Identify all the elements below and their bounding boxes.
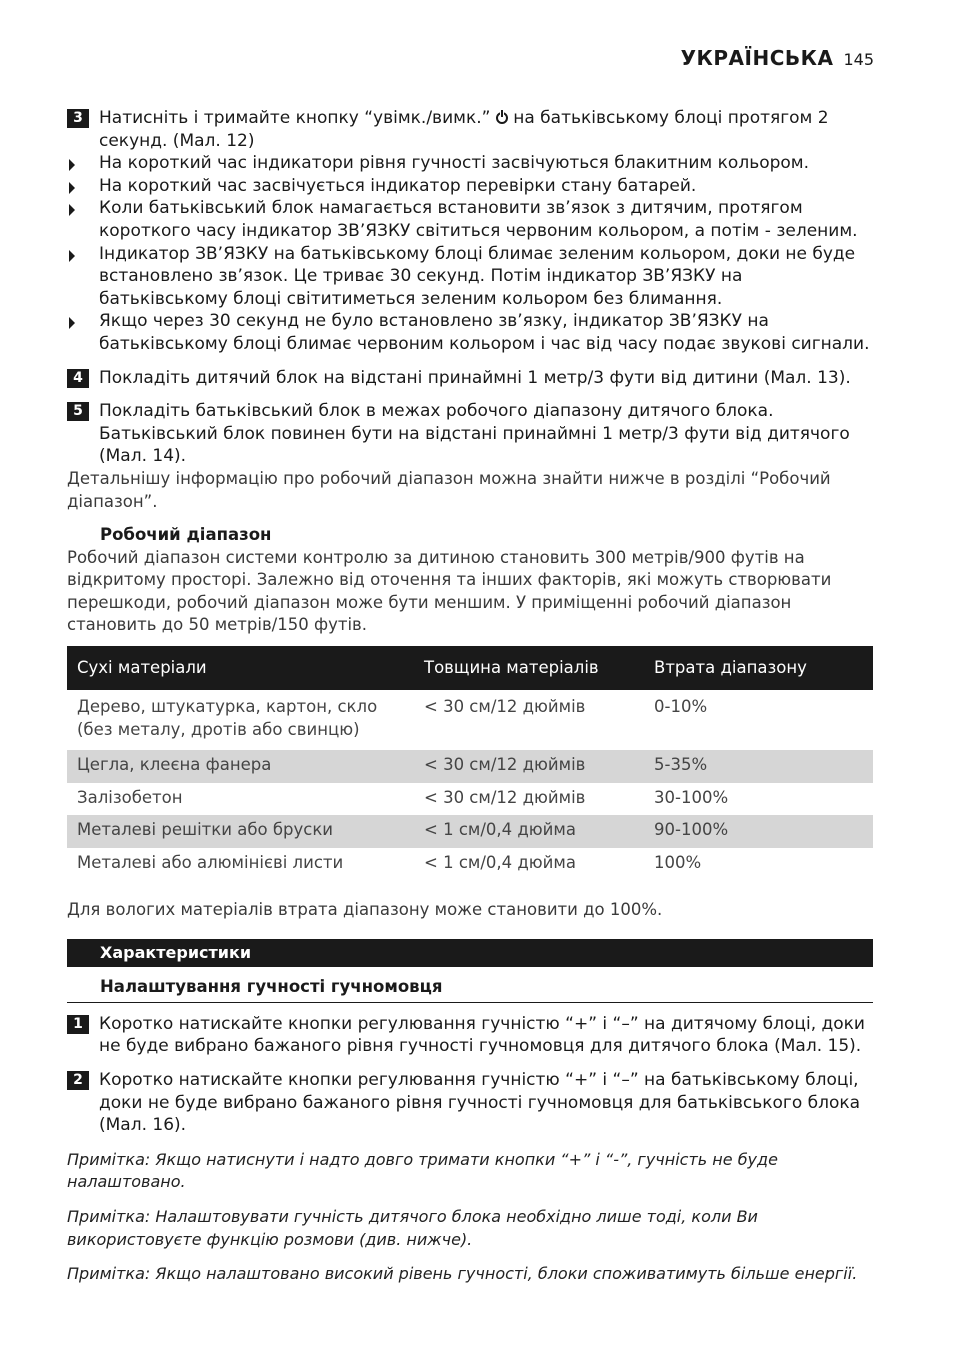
range-paragraph: Робочий діапазон системи контролю за дитиною становить 300 метрів/900 футів на відкритому просторі. Залежно від оточення та інших факторів, які можуть створювати перешкоди, робочий діапазон може бути меншим. У приміщенні робочий діапазон становить до 50 метрів/150 футів. (67, 547, 832, 635)
step-number: 2 (67, 1071, 89, 1090)
step-2 (67, 1069, 873, 1137)
bullet-item (67, 175, 873, 198)
table-row (67, 750, 873, 783)
bullet-text: Якщо через 30 секунд не було встановлено зв’язку, індикатор ЗВ’ЯЗКУ на батьківському блоці блимає червоним кольором і час від часу подає звукові сигнали. (99, 311, 870, 354)
table-cell: Металеві або алюмінієві листи (77, 853, 344, 873)
language-title: УКРАЇНСЬКА (680, 46, 834, 70)
column-header: Втрата діапазону (644, 646, 873, 690)
bullet-text: Коли батьківський блок намагається встановити зв’язок з дитячим, протягом короткого часу індикатор ЗВ’ЯЗКУ світиться червоним кольором, а потім - зеленим. (99, 198, 858, 241)
table-row (67, 783, 873, 816)
table-cell: 5-35% (644, 750, 873, 783)
bullet-item (67, 152, 873, 175)
table-cell: < 30 см/12 дюймів (424, 697, 586, 717)
step-text: Покладіть дитячий блок на відстані принаймні 1 метр/3 фути від дитини (Мал. 13). (99, 367, 851, 388)
table-header-row (67, 646, 873, 690)
range-loss-table (67, 646, 873, 881)
power-icon (496, 112, 508, 124)
bullet-icon (69, 250, 75, 262)
range-heading: Робочий діапазон (100, 525, 272, 545)
step-3 (67, 107, 873, 152)
wet-materials-note: Для вологих матеріалів втрата діапазону може становити до 100%. (67, 899, 663, 919)
step-5 (67, 400, 873, 468)
step-number: 5 (67, 402, 89, 421)
bullet-text: На короткий час засвічується індикатор перевірки стану батарей. (99, 175, 697, 196)
table-cell: < 1 см/0,4 дюйма (424, 853, 576, 873)
page-header (681, 46, 874, 70)
bullet-icon (69, 204, 75, 216)
features-section-bar: Характеристики (67, 939, 873, 967)
step-text: Коротко натискайте кнопки регулювання гучністю “+” і “–” на дитячому блоці, доки не буде вибрано бажаного рівня гучності гучномовця для дитячого блока (Мал. 15). (99, 1013, 865, 1057)
bullet-icon (69, 182, 75, 194)
note: Примітка: Якщо налаштовано високий рівень гучності, блоки споживатимуть більше енергії. (67, 1264, 858, 1284)
table-cell: Металеві решітки або бруски (67, 815, 414, 848)
table-cell: 30-100% (654, 787, 729, 807)
column-header: Сухі матеріали (67, 646, 414, 690)
step-text-cont: на батьківському блоці протягом 2 секунд. (Мал. 12) (99, 108, 829, 151)
bullet-item (67, 310, 873, 355)
volume-heading: Налаштування гучності гучномовця (67, 976, 873, 1003)
step-text: Коротко натискайте кнопки регулювання гучністю “+” і “–” на батьківському блоці, доки не буде вибрано бажаного рівня гучності гучномовця для батьківського блока (Мал. 16). (99, 1070, 861, 1136)
table-cell: Залізобетон (77, 787, 183, 807)
table-cell: 0-10% (654, 697, 708, 717)
step-text: Натисніть і тримайте кнопку “увімк./вимк.” (99, 108, 491, 128)
table-cell: 90-100% (644, 815, 873, 848)
table-cell: < 1 см/0,4 дюйма (414, 815, 644, 848)
bullet-item (67, 197, 873, 242)
column-header: Товщина матеріалів (414, 646, 644, 690)
table-cell: 100% (654, 853, 702, 873)
step-number: 3 (67, 109, 89, 128)
table-cell: Дерево, штукатурка, картон, скло (без металу, дротів або свинцю) (77, 697, 378, 739)
table-row (67, 690, 873, 750)
bullet-text: На короткий час індикатори рівня гучності засвічуються блакитним кольором. (99, 153, 810, 174)
table-row (67, 815, 873, 848)
step-text: Покладіть батьківський блок в межах робочого діапазону дитячого блока. Батьківський блок повинен бути на відстані принаймні 1 метр/3 фути від дитячого (Мал. 14). (99, 401, 850, 467)
detail-paragraph: Детальнішу інформацію про робочий діапазон можна знайти нижче в розділі “Робочий діапазон”. (67, 468, 831, 511)
table-cell: < 30 см/12 дюймів (424, 787, 586, 807)
bullet-icon (69, 317, 75, 329)
table-cell: Цегла, клеєна фанера (67, 750, 414, 783)
step-number: 4 (67, 369, 89, 388)
table-cell: < 30 см/12 дюймів (414, 750, 644, 783)
bullet-icon (69, 159, 75, 171)
note: Примітка: Якщо натиснути і надто довго тримати кнопки “+” і “-”, гучність не буде налаштовано. (67, 1149, 778, 1192)
page-number: 145 (843, 50, 874, 69)
step-number: 1 (67, 1015, 89, 1034)
bullet-text: Індикатор ЗВ’ЯЗКУ на батьківському блоці блимає зеленим кольором, доки не буде встановлено зв’язок. Це триває 30 секунд. Потім індикатор ЗВ’ЯЗКУ на батьківському блоці світитиметься зеленим кольором без блимання. (99, 243, 856, 309)
note: Примітка: Налаштовувати гучність дитячого блока необхідно лише тоді, коли Ви використовуєте функцію розмови (див. нижче). (67, 1206, 758, 1249)
page-content (67, 107, 873, 1286)
bullet-item (67, 243, 873, 311)
step-4 (67, 367, 873, 390)
table-row (67, 848, 873, 881)
step-1 (67, 1013, 873, 1058)
